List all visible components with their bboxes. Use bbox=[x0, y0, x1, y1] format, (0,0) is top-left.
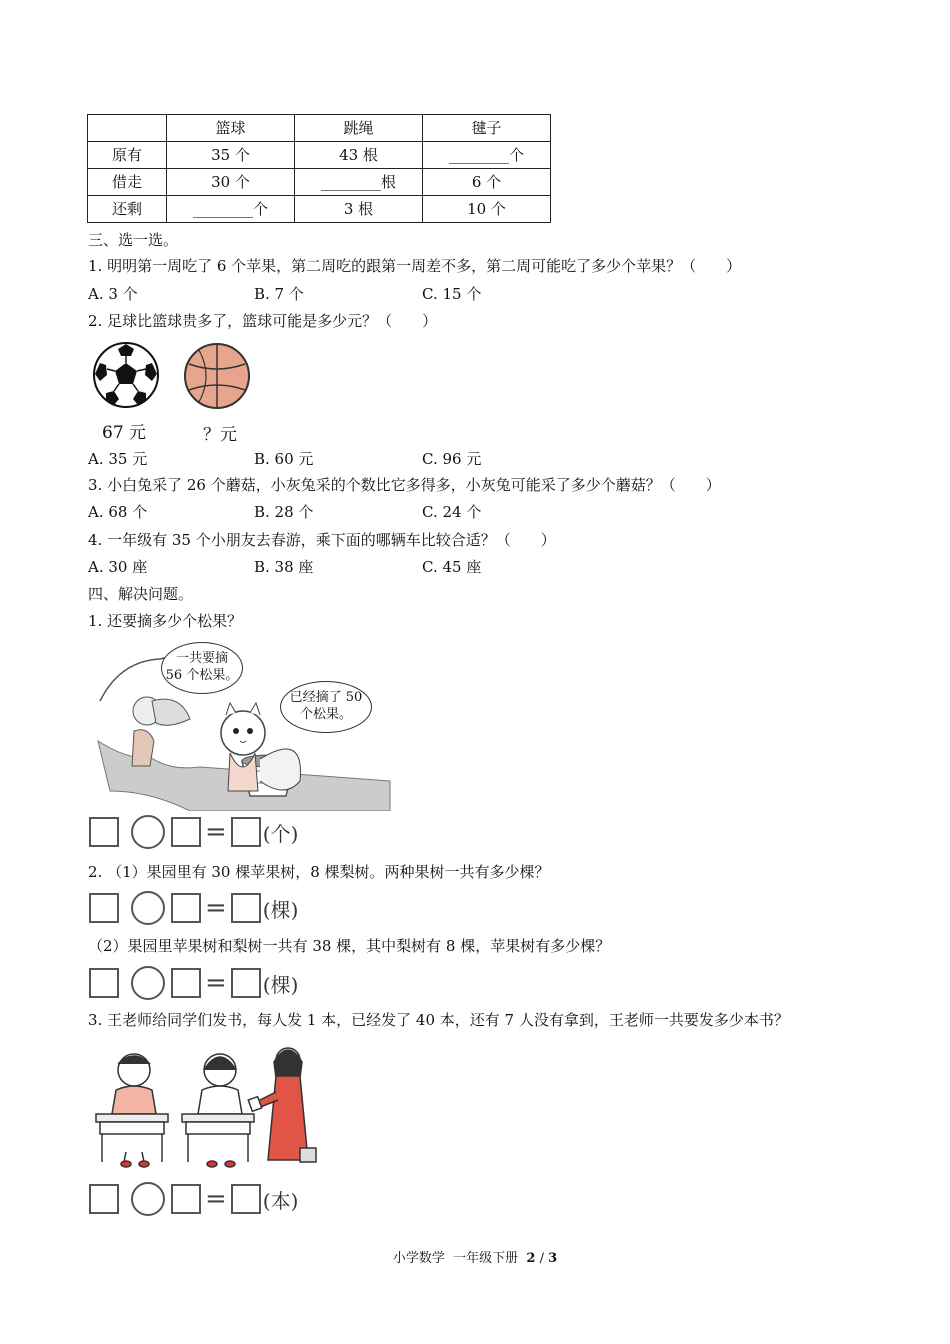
basketball-price: ？元 bbox=[203, 425, 237, 445]
answer-box[interactable] bbox=[171, 893, 201, 923]
answer-box[interactable] bbox=[231, 968, 261, 998]
option-a[interactable]: A. 35 元 bbox=[88, 450, 148, 468]
equals-sign: = bbox=[205, 1184, 227, 1214]
row-label: 借走 bbox=[88, 169, 167, 196]
stock-table bbox=[87, 114, 551, 223]
answer-box[interactable] bbox=[171, 817, 201, 847]
question-text: （2）果园里苹果树和梨树一共有 38 棵，其中梨树有 8 棵，苹果树有多少棵？ bbox=[88, 937, 611, 955]
speech-bubble bbox=[280, 681, 372, 733]
unit-label: (棵) bbox=[262, 897, 299, 922]
option-b[interactable]: B. 38 座 bbox=[254, 558, 314, 576]
table-cell: 10 个 bbox=[423, 196, 551, 223]
footer-sep: / bbox=[539, 1251, 544, 1266]
answer-box[interactable] bbox=[171, 1184, 201, 1214]
footer-grade: 一年级下册 bbox=[453, 1251, 519, 1266]
classroom-illustration bbox=[92, 1042, 332, 1172]
table-header-cell: 篮球 bbox=[167, 115, 295, 142]
table-header-cell bbox=[88, 115, 167, 142]
unit-label: (棵) bbox=[262, 972, 299, 997]
section-4-title: 四、解决问题。 bbox=[88, 585, 194, 603]
basketball-icon bbox=[183, 342, 251, 410]
question-text: 4. 一年级有 35 个小朋友去春游，乘下面的哪辆车比较合适？（ ） bbox=[88, 531, 556, 549]
option-c[interactable]: C. 24 个 bbox=[422, 503, 482, 521]
question-text: 1. 明明第一周吃了 6 个苹果，第二周吃的跟第一周差不多，第二周可能吃了多少个苹果？（ ） bbox=[88, 257, 742, 275]
page-footer bbox=[0, 1247, 950, 1266]
table-row bbox=[88, 142, 551, 169]
option-c[interactable]: C. 45 座 bbox=[422, 558, 482, 576]
equals-sign: = bbox=[205, 817, 227, 847]
speech-bubble bbox=[161, 642, 243, 694]
table-row bbox=[88, 169, 551, 196]
bubble-line: 56 个松果。 bbox=[165, 668, 239, 683]
soccer-ball-icon bbox=[92, 341, 160, 409]
table-cell: 3 根 bbox=[295, 196, 423, 223]
table-cell: 35 个 bbox=[167, 142, 295, 169]
operator-circle[interactable] bbox=[131, 815, 165, 849]
operator-circle[interactable] bbox=[131, 1182, 165, 1216]
table-cell[interactable]: ________个 bbox=[423, 142, 551, 169]
bubble-line: 一共要摘 bbox=[175, 651, 228, 666]
option-c[interactable]: C. 15 个 bbox=[422, 285, 482, 303]
question-text: 3. 王老师给同学们发书，每人发 1 本，已经发了 40 本，还有 7 人没有拿到，王老师一共要发多少本书？ bbox=[88, 1011, 789, 1029]
answer-box[interactable] bbox=[89, 817, 119, 847]
table-cell[interactable]: ________根 bbox=[295, 169, 423, 196]
question-text: 2. 足球比篮球贵多了，篮球可能是多少元？（ ） bbox=[88, 312, 438, 330]
squirrel-illustration bbox=[90, 641, 396, 811]
answer-box[interactable] bbox=[231, 1184, 261, 1214]
question-text: 2. （1）果园里有 30 棵苹果树，8 棵梨树。两种果树一共有多少棵？ bbox=[88, 863, 550, 881]
answer-box[interactable] bbox=[89, 893, 119, 923]
table-header-cell: 跳绳 bbox=[295, 115, 423, 142]
question-text: 1. 还要摘多少个松果？ bbox=[88, 612, 243, 630]
option-a[interactable]: A. 30 座 bbox=[88, 558, 148, 576]
table-cell: 43 根 bbox=[295, 142, 423, 169]
answer-box[interactable] bbox=[89, 1184, 119, 1214]
table-header-cell: 毽子 bbox=[423, 115, 551, 142]
option-c[interactable]: C. 96 元 bbox=[422, 450, 482, 468]
option-b[interactable]: B. 7 个 bbox=[254, 285, 304, 303]
option-a[interactable]: A. 3 个 bbox=[88, 285, 138, 303]
answer-box[interactable] bbox=[171, 968, 201, 998]
equation-row bbox=[89, 966, 298, 1000]
operator-circle[interactable] bbox=[131, 891, 165, 925]
table-header-row bbox=[88, 115, 551, 142]
footer-subject: 小学数学 bbox=[392, 1251, 445, 1266]
equals-sign: = bbox=[205, 968, 227, 998]
option-b[interactable]: B. 28 个 bbox=[254, 503, 314, 521]
soccer-price: 67 元 bbox=[102, 423, 147, 443]
equation-row bbox=[89, 1182, 298, 1216]
option-a[interactable]: A. 68 个 bbox=[88, 503, 148, 521]
section-3-title: 三、选一选。 bbox=[88, 231, 179, 249]
bubble-line: 个松果。 bbox=[299, 707, 352, 722]
equation-row bbox=[89, 891, 298, 925]
answer-box[interactable] bbox=[231, 817, 261, 847]
footer-total: 3 bbox=[548, 1251, 558, 1266]
bubble-line: 已经摘了 50 bbox=[289, 690, 363, 705]
table-row bbox=[88, 196, 551, 223]
answer-box[interactable] bbox=[231, 893, 261, 923]
table-cell: 6 个 bbox=[423, 169, 551, 196]
answer-box[interactable] bbox=[89, 968, 119, 998]
row-label: 还剩 bbox=[88, 196, 167, 223]
table-cell[interactable]: ________个 bbox=[167, 196, 295, 223]
footer-page: 2 bbox=[526, 1251, 536, 1266]
equals-sign: = bbox=[205, 893, 227, 923]
question-text: 3. 小白兔采了 26 个蘑菇，小灰兔采的个数比它多得多，小灰兔可能采了多少个蘑菇？（ ） bbox=[88, 476, 721, 494]
unit-label: (个) bbox=[262, 821, 299, 846]
table-cell: 30 个 bbox=[167, 169, 295, 196]
row-label: 原有 bbox=[88, 142, 167, 169]
unit-label: (本) bbox=[262, 1188, 299, 1213]
equation-row bbox=[89, 815, 298, 849]
operator-circle[interactable] bbox=[131, 966, 165, 1000]
option-b[interactable]: B. 60 元 bbox=[254, 450, 314, 468]
